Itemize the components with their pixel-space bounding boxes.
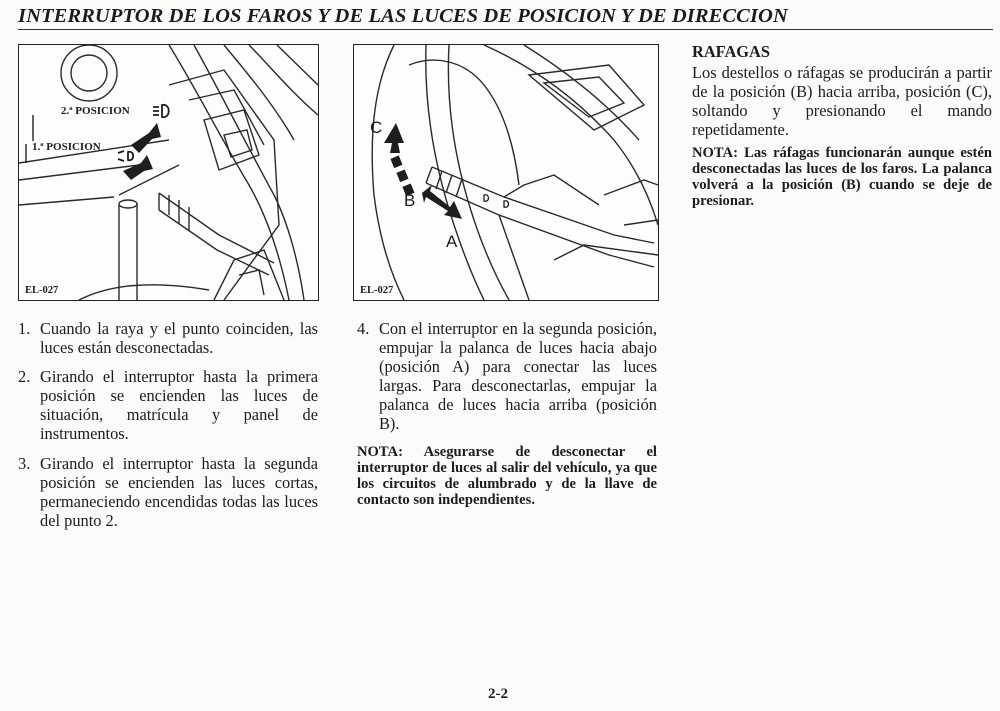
steps-column-middle bbox=[357, 319, 657, 508]
figure-lever-positions bbox=[353, 44, 659, 301]
steps-column-left bbox=[18, 319, 318, 540]
step-number: 3. bbox=[18, 453, 31, 473]
second-position-label: 2.ª POSICION bbox=[61, 105, 130, 117]
page-title: INTERRUPTOR DE LOS FAROS Y DE LAS LUCES DE POSICION Y DE DIRECCION bbox=[18, 5, 993, 30]
step-text: Girando el interruptor hasta la segunda posición se encienden las luces cortas, permaneciendo encendidas todas las luces del punto 2. bbox=[40, 453, 318, 530]
step-text: Girando el interruptor hasta la primera posición se encienden las luces de situación, matrícula y panel de instrumentos. bbox=[40, 367, 318, 444]
list-item bbox=[357, 319, 657, 434]
list-item bbox=[18, 319, 318, 357]
page-number: 2-2 bbox=[488, 686, 508, 702]
figure-code: EL-027 bbox=[360, 285, 394, 296]
first-position-label: 1.ª POSICION bbox=[32, 141, 101, 153]
rafagas-section bbox=[692, 42, 992, 209]
note-rafagas: NOTA: Las ráfagas funcionarán aunque estén desconectadas las luces de los faros. La palanca volverá a la posición (B) cuando se deje de presionar. bbox=[692, 145, 992, 210]
step-text: Con el interruptor en la segunda posición, empujar la palanca de luces hacia abajo (posición A) para conectar las luces largas. Para desconectarlas, empujar la palanca de luces hacia arriba (posición B). bbox=[379, 319, 657, 434]
list-item bbox=[18, 367, 318, 443]
position-a-label: A bbox=[446, 232, 458, 251]
step-number: 2. bbox=[18, 367, 31, 387]
turn-signal-lever-illustration bbox=[354, 45, 658, 300]
position-c-label: C bbox=[370, 118, 383, 137]
step-number: 4. bbox=[357, 319, 370, 338]
step-text: Cuando la raya y el punto coinciden, las luces están desconectadas. bbox=[40, 319, 318, 358]
position-b-label: B bbox=[404, 191, 416, 210]
section-heading: RAFAGAS bbox=[692, 42, 771, 61]
step-number: 1. bbox=[18, 319, 31, 338]
figure-code: EL-027 bbox=[25, 285, 59, 296]
list-item bbox=[18, 454, 318, 530]
note-disconnect: NOTA: Asegurarse de desconectar el interruptor de luces al salir del vehículo, ya que los circuitos de alumbrado y de la llave de contacto son independientes. bbox=[357, 443, 657, 508]
steering-column-illustration bbox=[19, 45, 318, 300]
rafagas-text: Los destellos o ráfagas se producirán a partir de la posición (B) hacia arriba, posición (C), soltando y presionando el mando repetidamente. bbox=[692, 63, 992, 140]
figure-light-switch-positions bbox=[18, 44, 319, 301]
